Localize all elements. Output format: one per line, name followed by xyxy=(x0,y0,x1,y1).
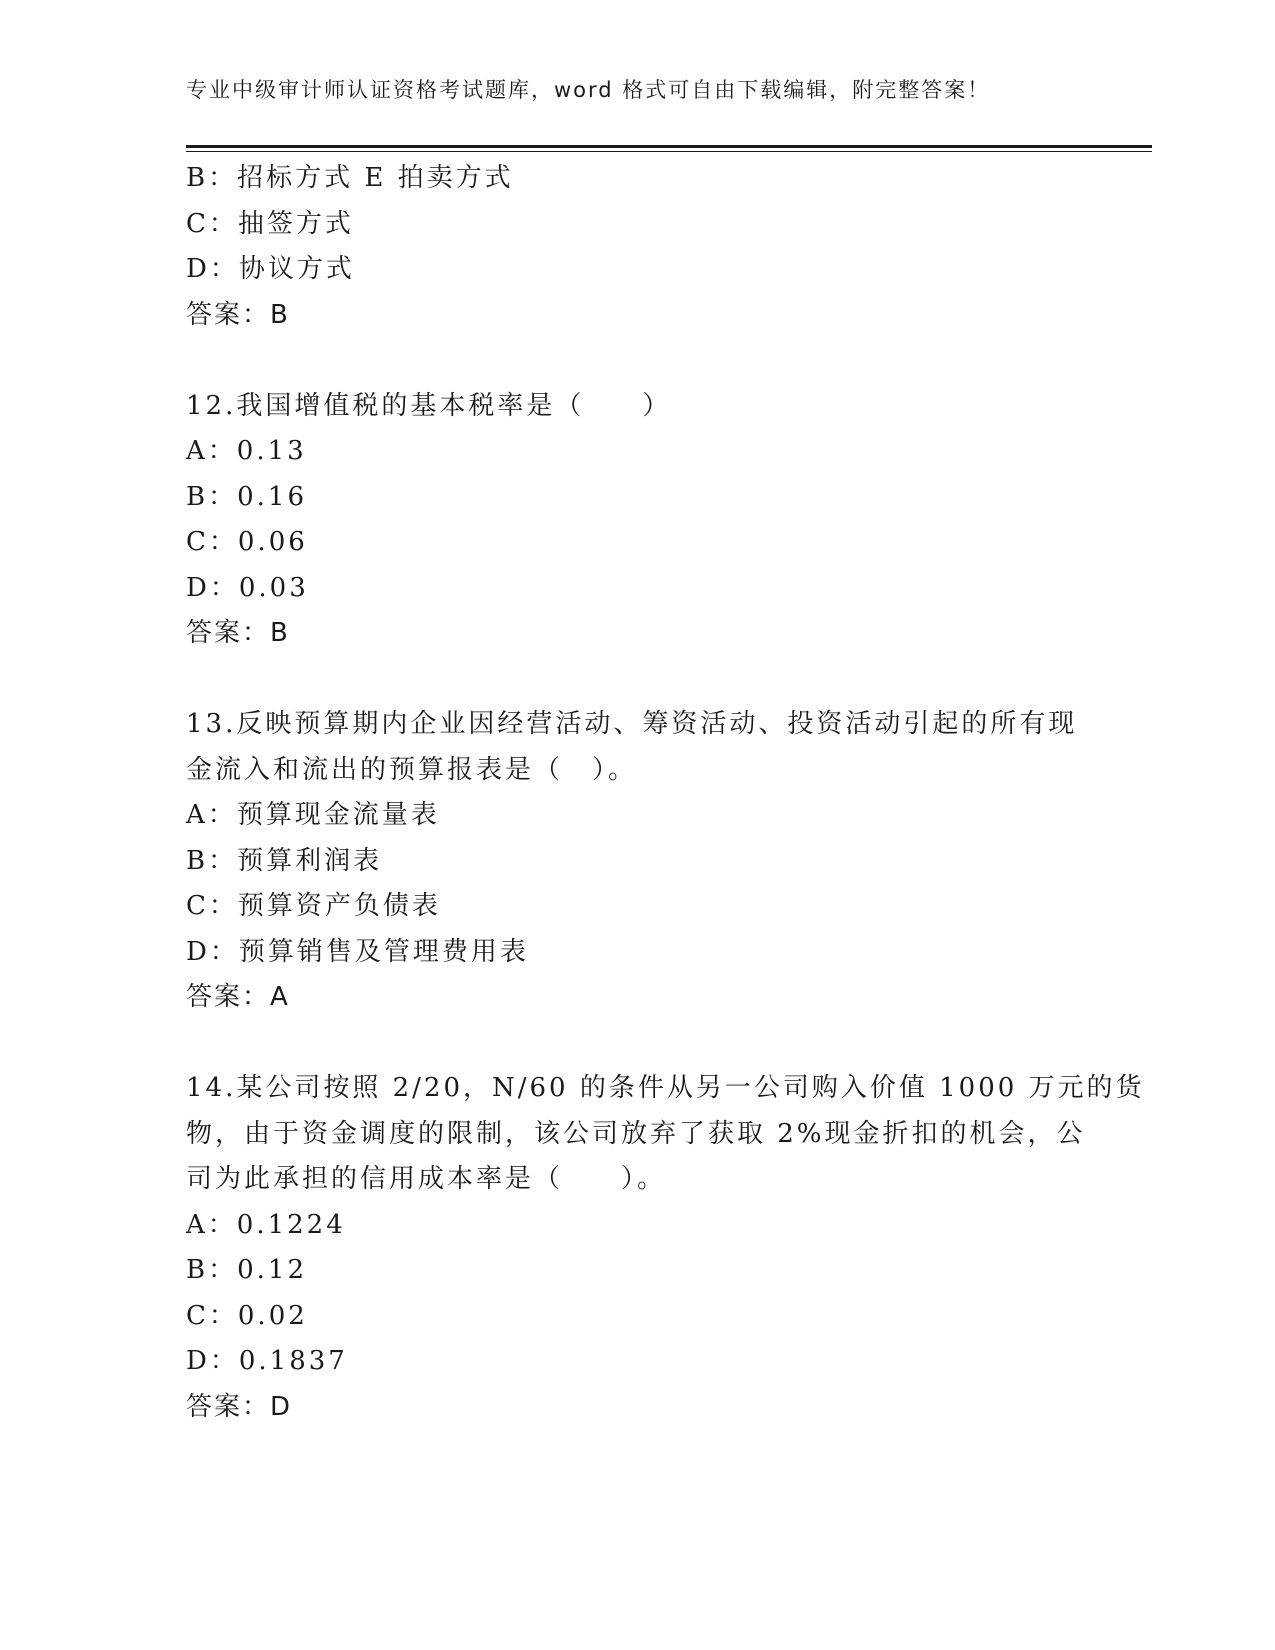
option-d: D：协议方式 xyxy=(186,254,355,284)
question-stem: 12.我国增值税的基本税率是（ ） xyxy=(186,390,672,421)
header-rule-thick xyxy=(186,145,1152,148)
option-b: B：0.16 xyxy=(186,481,307,512)
answer: 答案：A xyxy=(186,982,290,1012)
question-content xyxy=(186,156,1145,1430)
option-c: C：0.06 xyxy=(186,527,308,557)
option-d: D：0.1837 xyxy=(186,1346,348,1376)
answer: 答案：B xyxy=(186,618,290,648)
question-12 xyxy=(186,384,1086,657)
option-b: B：0.12 xyxy=(186,1255,307,1285)
option-d: D：0.03 xyxy=(186,572,309,603)
option-a: A：0.1224 xyxy=(186,1209,346,1240)
answer: 答案：B xyxy=(186,299,290,330)
question-13 xyxy=(186,702,1086,1021)
question-stem-line-3: 司为此承担的信用成本率是（ ）。 xyxy=(186,1164,667,1194)
header-rule-thin xyxy=(186,151,1152,152)
option-c: C：0.02 xyxy=(186,1300,308,1331)
option-d: D：预算销售及管理费用表 xyxy=(186,936,529,967)
option-c: C：抽签方式 xyxy=(186,208,354,239)
question-14 xyxy=(186,1066,1145,1430)
option-a: A：预算现金流量表 xyxy=(186,800,440,830)
answer: 答案：D xyxy=(186,1391,293,1422)
option-c: C：预算资产负债表 xyxy=(186,891,441,921)
option-a: A：0.13 xyxy=(186,436,307,466)
question-stem-line-1: 13.反映预算期内企业因经营活动、筹资活动、投资活动引起的所有现 xyxy=(186,709,1078,739)
page-header: 专业中级审计师认证资格考试题库，word 格式可自由下载编辑，附完整答案！ xyxy=(186,78,991,102)
question-stem-line-2: 物，由于资金调度的限制，该公司放弃了获取 2%现金折扣的机会，公 xyxy=(186,1118,1086,1149)
option-b: B：预算利润表 xyxy=(186,845,383,876)
question-11 xyxy=(186,156,1086,338)
question-stem-line-2: 金流入和流出的预算报表是（ ）。 xyxy=(186,754,638,785)
question-stem-line-1: 14.某公司按照 2/20，N/60 的条件从另一公司购入价值 1000 万元的货 xyxy=(186,1073,1145,1103)
option-b: B：招标方式 E 拍卖方式 xyxy=(186,163,514,193)
